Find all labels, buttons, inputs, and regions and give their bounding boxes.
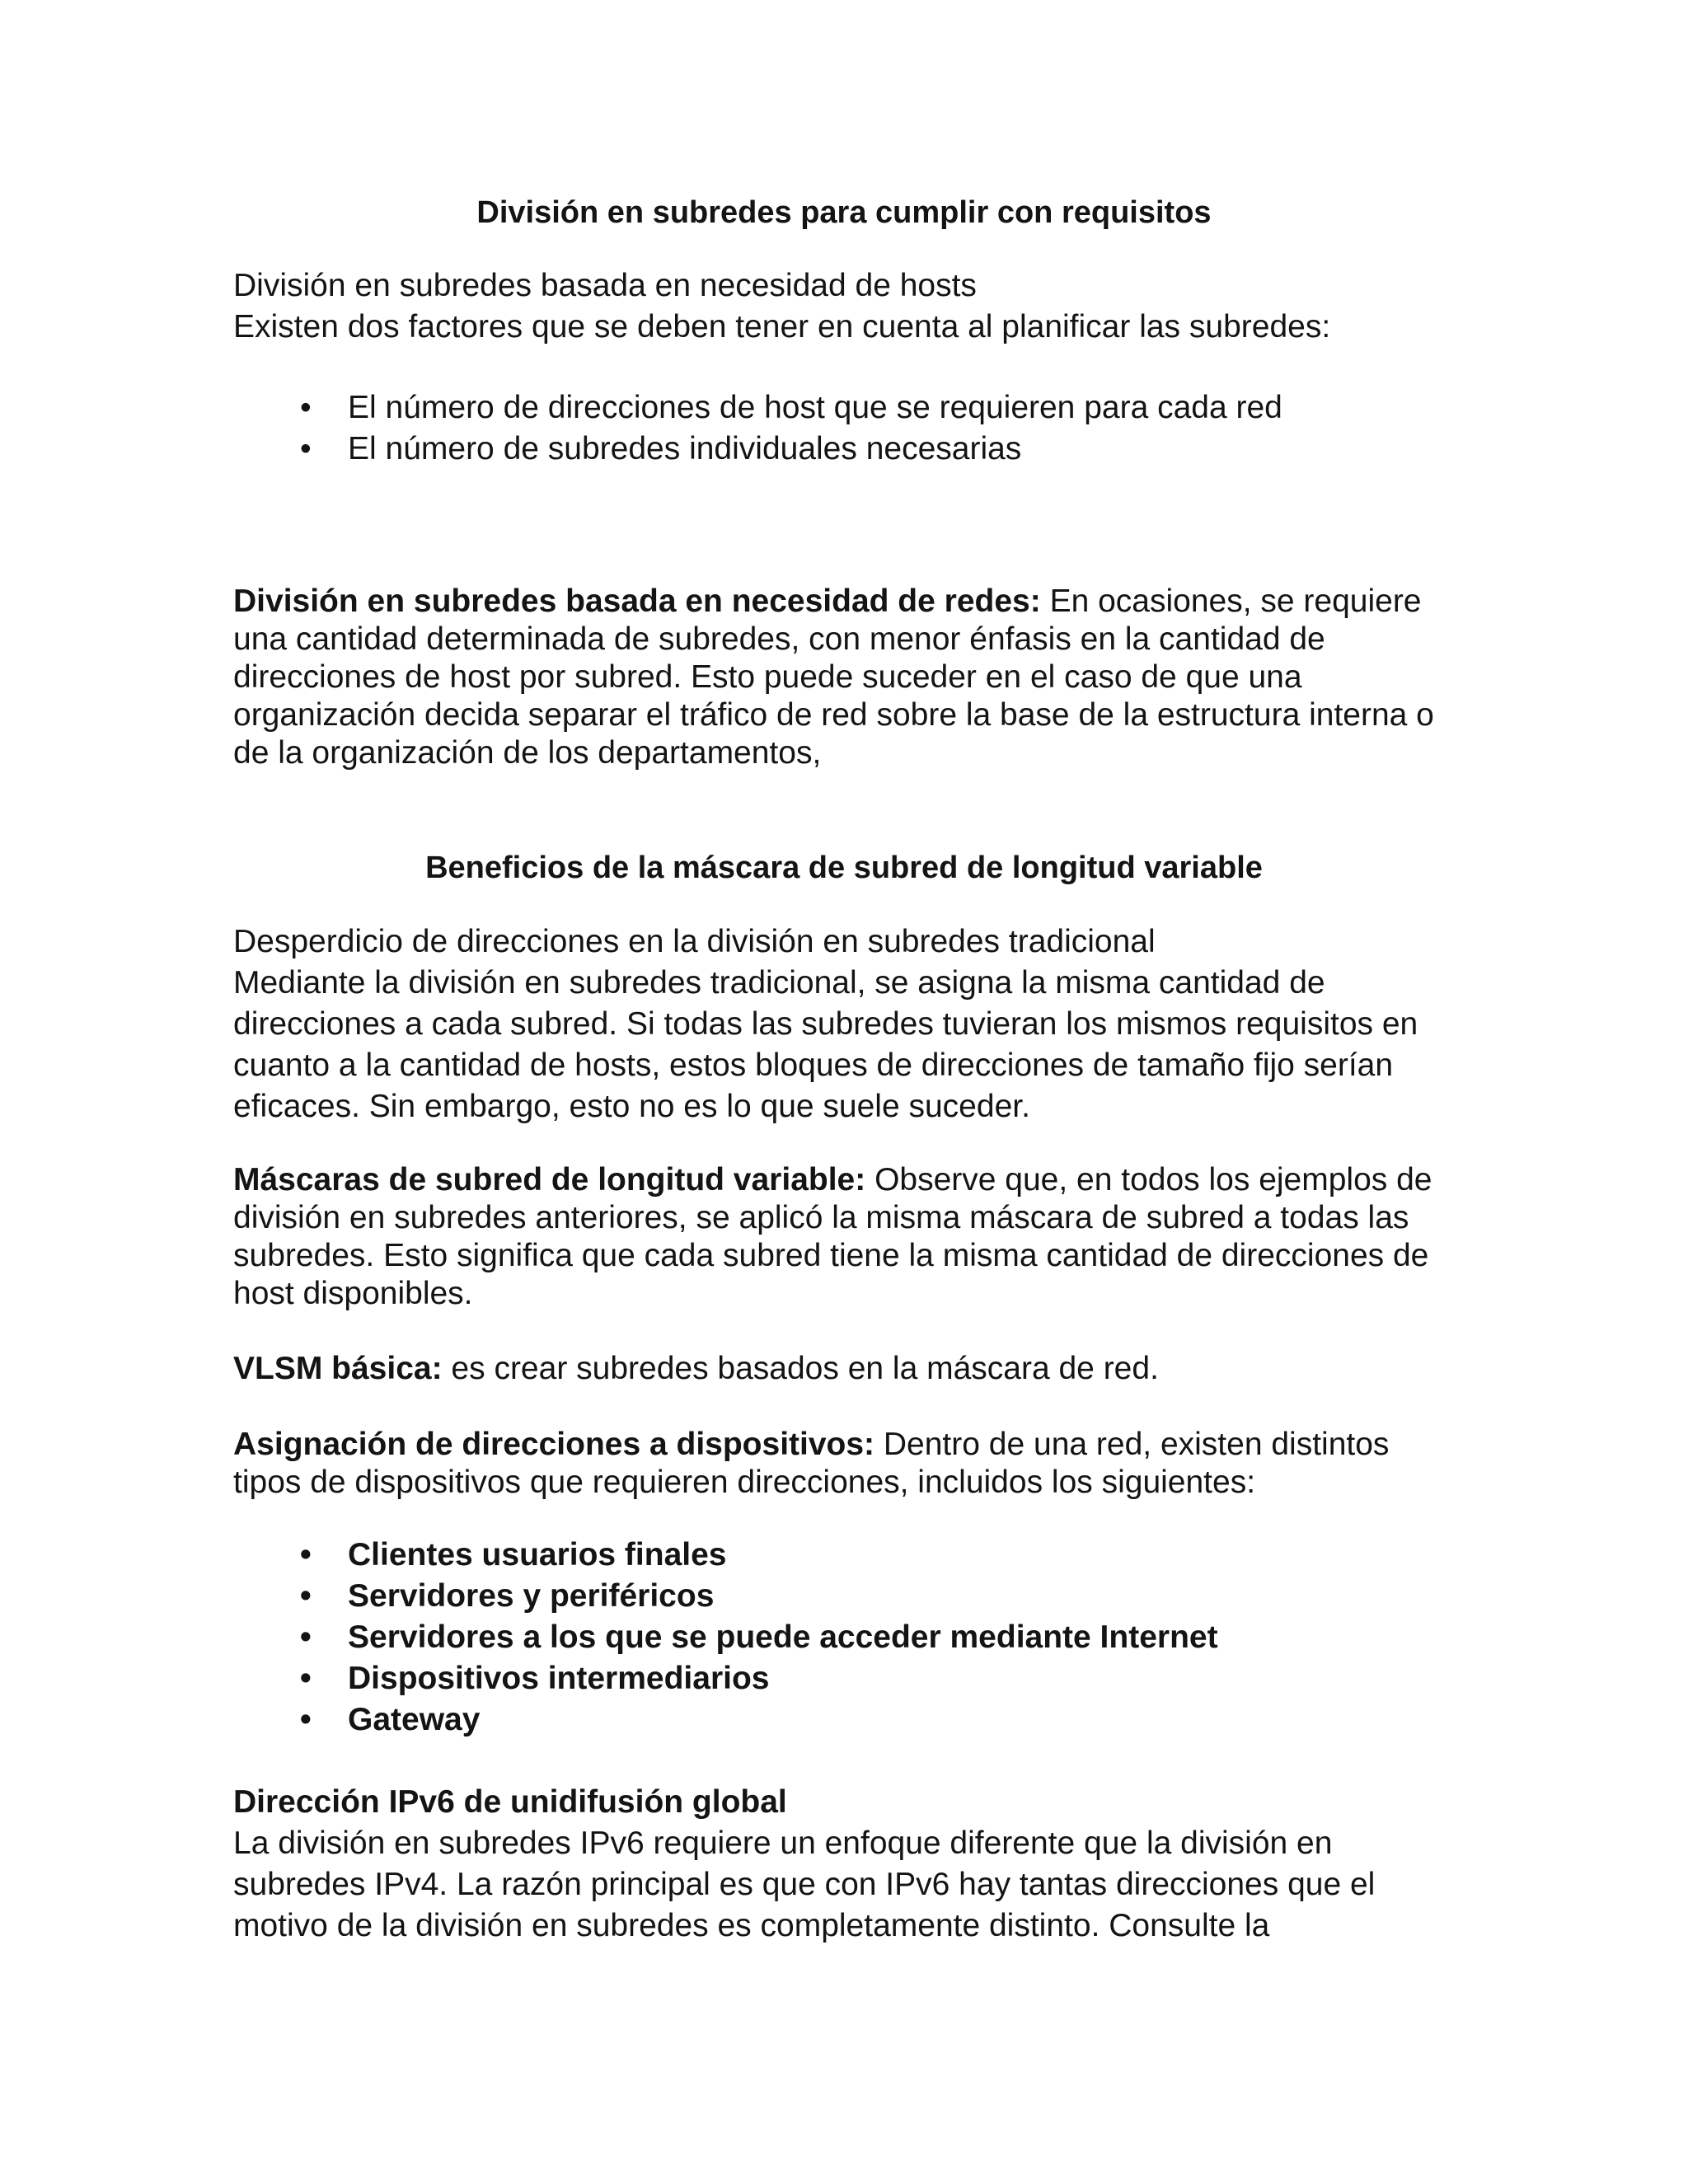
section-title-vlsm: Beneficios de la máscara de subred de longitud variable (425, 851, 1263, 885)
bullet-icon: • (300, 390, 312, 425)
paragraph-vlsm (233, 1350, 1437, 1388)
subtitle-desperdicio-block (233, 921, 1437, 963)
list-item (297, 387, 1282, 429)
text-redes: En ocasiones, se requiere una cantidad determinada de subredes, con menor énfasis en la cantidad de direcciones de host por subred. Esto puede suceder en el caso de que una organización decida separar el tráfico de red sobre la base de la estructura interna o de la organización de los departamentos, (233, 583, 1434, 771)
list-item-text: Gateway (348, 1702, 481, 1737)
list-item (297, 1658, 1218, 1699)
bullet-icon: • (300, 1578, 312, 1614)
paragraph-ipv6: La división en subredes IPv6 requiere un enfoque diferente que la división en subredes IPv4. La razón principal es que con IPv6 hay tantas direcciones que el motivo de la división en subredes es completamente distinto. Consulte la (233, 1825, 1376, 1943)
paragraph-asignacion (233, 1426, 1437, 1502)
section-intro-hosts (233, 265, 1437, 348)
intro-factores: Existen dos factores que se deben tener en cuenta al planificar las subredes: (233, 309, 1331, 344)
bullet-icon: • (300, 431, 312, 466)
list-item (297, 1617, 1218, 1658)
bullet-icon: • (300, 1661, 312, 1696)
bullet-icon: • (300, 1537, 312, 1572)
list-item-text: El número de subredes individuales necesarias (348, 431, 1022, 466)
list-item-text: Servidores a los que se puede acceder mediante Internet (348, 1619, 1218, 1655)
bullet-icon: • (300, 1619, 312, 1655)
text-mascaras: Observe que, en todos los ejemplos de división en subredes anteriores, se aplicó la misma máscara de subred a todas las subredes. Esto significa que cada subred tiene la misma cantidad de direcciones de host disponibles. (233, 1162, 1432, 1311)
list-item-text: Servidores y periféricos (348, 1578, 715, 1614)
list-item (297, 1699, 1218, 1741)
text-vlsm: es crear subredes basados en la máscara de red. (451, 1351, 1159, 1386)
ipv6-heading-block (233, 1782, 1437, 1823)
section-title-requisitos: División en subredes para cumplir con requisitos (476, 195, 1212, 230)
list-item-text: Clientes usuarios finales (348, 1537, 727, 1572)
list-item-text: El número de direcciones de host que se requieren para cada red (348, 390, 1282, 425)
list-item (297, 1576, 1218, 1617)
list-item (297, 1535, 1218, 1576)
factors-list (297, 387, 1282, 470)
paragraph-tradicional: Mediante la división en subredes tradicional, se asigna la misma cantidad de direcciones a cada subred. Si todas las subredes tuvieran los mismos requisitos en cuanto a la cantidad de hosts, estos bloques de direcciones de tamaño fijo serían eficaces. Sin embargo, esto no es lo que suele suceder. (233, 965, 1418, 1124)
bullet-icon: • (300, 1702, 312, 1737)
label-redes: División en subredes basada en necesidad de redes: (233, 583, 1041, 619)
paragraph-mascaras (233, 1161, 1437, 1313)
heading-ipv6: Dirección IPv6 de unidifusión global (233, 1784, 787, 1820)
devices-list (297, 1535, 1218, 1741)
paragraph-redes (233, 583, 1437, 772)
label-vlsm: VLSM básica: (233, 1351, 443, 1386)
list-item (297, 429, 1282, 470)
list-item-text: Dispositivos intermediarios (348, 1661, 770, 1696)
subtitle-desperdicio: Desperdicio de direcciones en la división en subredes tradicional (233, 924, 1156, 959)
label-asignacion: Asignación de direcciones a dispositivos: (233, 1427, 875, 1462)
label-mascaras: Máscaras de subred de longitud variable: (233, 1162, 866, 1197)
subtitle-hosts: División en subredes basada en necesidad de hosts (233, 268, 977, 303)
text-asignacion: Dentro de una red, existen distintos tipos de dispositivos que requieren direcciones, incluidos los siguientes: (233, 1427, 1390, 1500)
